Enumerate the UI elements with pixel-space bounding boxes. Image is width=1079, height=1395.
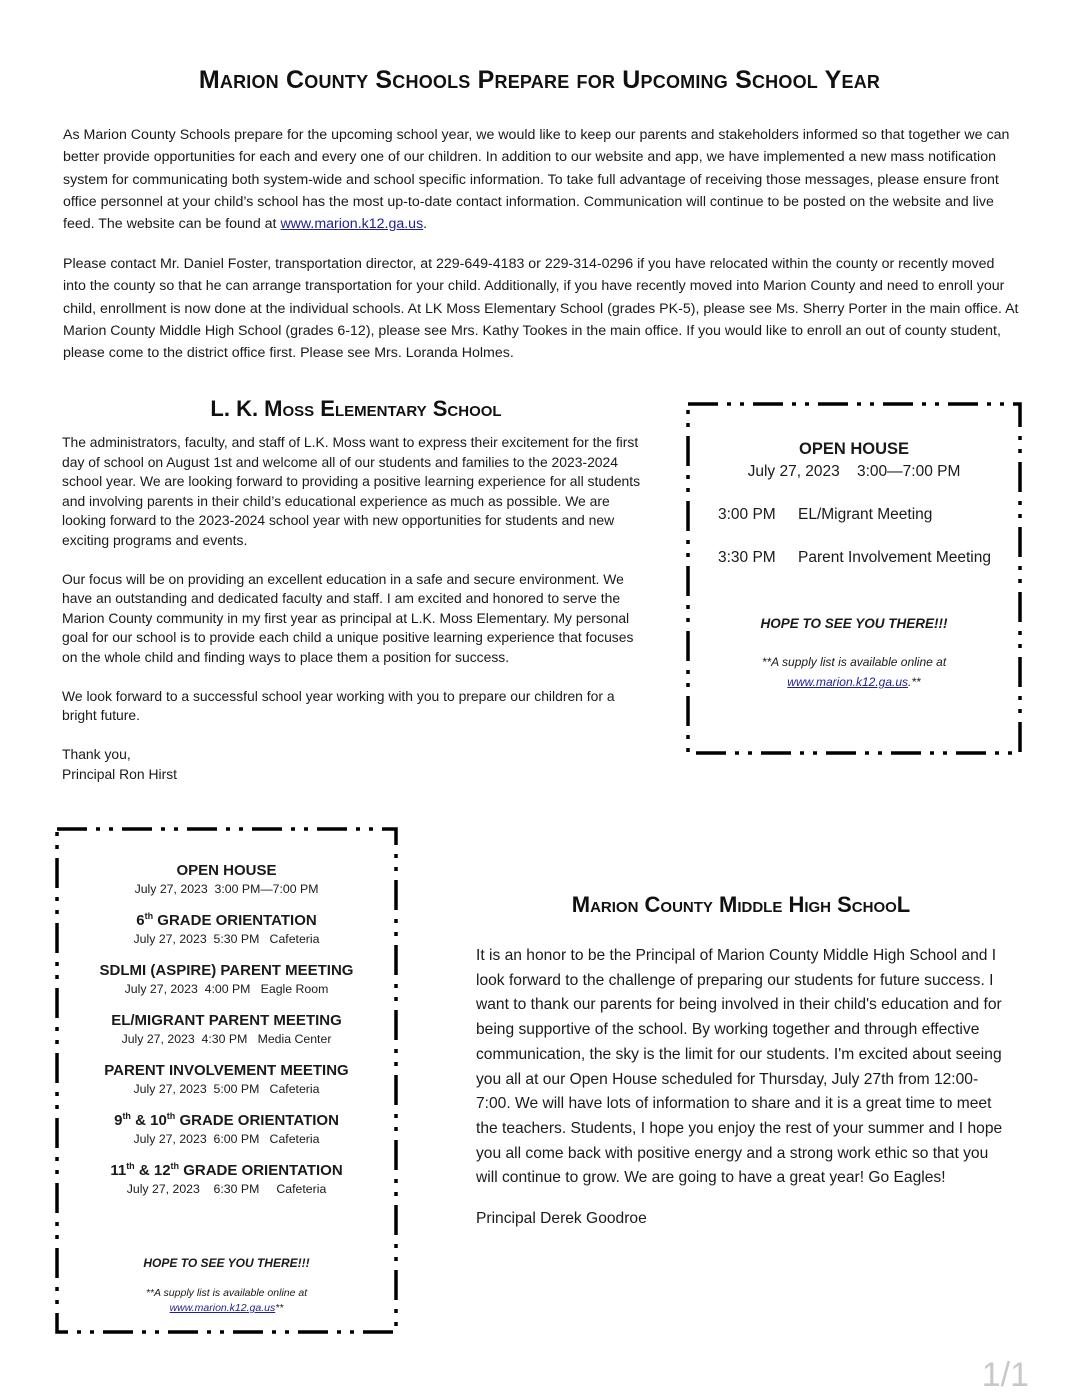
event-time: 3:30 PM	[718, 549, 776, 566]
supply-after: **	[275, 1302, 284, 1314]
supply-note	[686, 652, 1022, 692]
intro-text: As Marion County Schools prepare for the upcoming school year, we would like to keep our parents and stakeholders informed so that together we can better provide opportunities for each and every one of our children. In addition to our website and app, we have implemented a new mass notification system for communicating both system-wide and school specific information. To take full advantage of receiving those messages, please ensure front office personnel at your child’s school has the most up-to-date contact information. Communication will continue to be posted on the website and live feed. The website can be found at	[63, 127, 1010, 233]
intro-text-end: .	[423, 216, 428, 233]
event-item	[55, 1061, 398, 1098]
hope-text: HOPE TO SEE YOU THERE!!!	[143, 1256, 310, 1270]
event-title-text: 9	[114, 1112, 123, 1129]
event-time: 3:00 PM	[718, 506, 776, 523]
intro-paragraph-1	[63, 124, 1021, 235]
website-link[interactable]: www.marion.k12.ga.us	[280, 216, 424, 233]
event-name: EL/Migrant Meeting	[798, 506, 933, 523]
supply-link[interactable]: www.marion.k12.ga.us	[169, 1302, 276, 1314]
lk-paragraph: The administrators, faculty, and staff of L.K. Moss want to express their excitement for the first day of school on August 1st and welcome all of our students and families to the 2023-2024 school year. We are looking forward to providing a positive learning experience for all students and involving parents in their child’s educational experience as much as possible. We are looking forward to the 2023-2024 school year with new opportunities for students and new exciting programs and events.	[62, 434, 641, 548]
supply-link[interactable]: www.marion.k12.ga.us	[787, 675, 909, 689]
event-detail: July 27, 2023 5:00 PM Cafeteria	[133, 1082, 320, 1096]
lk-signature: Principal Ron Hirst	[62, 765, 178, 782]
mcmhs-signature: Principal Derek Goodroe	[476, 1210, 647, 1228]
event-detail: July 27, 2023 3:00 PM—7:00 PM	[134, 882, 319, 896]
event-title-text: & 12	[134, 1162, 171, 1179]
mcmhs-events-box	[55, 827, 398, 1334]
lk-open-house-box	[686, 402, 1022, 755]
supply-text: **A supply list is available online at	[761, 655, 947, 669]
event-row	[718, 506, 932, 524]
event-detail: July 27, 2023 6:30 PM Cafeteria	[126, 1182, 327, 1196]
event-item	[55, 911, 398, 948]
event-title-text: GRADE ORIENTATION	[153, 912, 317, 929]
event-title-text: SDLMI (ASPIRE) PARENT MEETING	[99, 962, 354, 979]
event-title	[55, 1061, 398, 1081]
event-title	[55, 911, 398, 931]
event-row	[718, 549, 991, 567]
event-item	[55, 1111, 398, 1148]
event-title-text: EL/MIGRANT PARENT MEETING	[111, 1012, 342, 1029]
event-detail: July 27, 2023 6:00 PM Cafeteria	[133, 1132, 320, 1146]
page-title: Marion County Schools Prepare for Upcoming School Year	[198, 66, 881, 94]
hope-text: HOPE TO SEE YOU THERE!!!	[760, 616, 948, 631]
open-house-date: July 27, 2023 3:00—7:00 PM	[747, 463, 961, 480]
event-item	[55, 861, 398, 898]
open-house-heading: OPEN HOUSE	[798, 440, 910, 458]
lk-closing: Thank you,	[62, 746, 131, 762]
intro-paragraph-2: Please contact Mr. Daniel Foster, transportation director, at 229-649-4183 or 229-314-0296 if you have relocated within the county or recently moved into the county so that he can arrange transportation for your child. Additionally, if you have recently moved into Marion County and need to enroll your child, enrollment is now done at the individual schools. At LK Moss Elementary School (grades PK-5), please see Ms. Sherry Porter in the main office. At Marion County Middle High School (grades 6-12), please see Mrs. Kathy Tookes in the main office. If you would like to enroll an out of county student, please come to the district office first. Please see Mrs. Loranda Holmes.	[63, 256, 1019, 362]
event-item	[55, 1011, 398, 1048]
event-title	[55, 1011, 398, 1031]
event-item	[55, 961, 398, 998]
lk-moss-letter	[62, 433, 650, 784]
event-title-text: & 10	[130, 1112, 167, 1129]
ordinal-suffix: th	[144, 911, 154, 921]
event-title-text: 11	[110, 1162, 127, 1179]
event-title	[55, 1111, 398, 1131]
mcmhs-heading: Marion County Middle High SchooL	[571, 892, 911, 917]
ordinal-suffix: th	[126, 1161, 135, 1171]
lk-moss-heading: L. K. Moss Elementary School	[210, 396, 502, 421]
lk-paragraph: We look forward to a successful school year working with you to prepare our children for a bright future.	[62, 687, 615, 723]
event-title-text: 6	[136, 912, 145, 929]
supply-text: **A supply list is available online at	[145, 1287, 308, 1299]
event-title	[55, 961, 398, 981]
event-title-text: GRADE ORIENTATION	[175, 1112, 339, 1129]
ordinal-suffix: th	[170, 1161, 180, 1171]
mcmhs-letter	[476, 944, 1006, 1232]
event-item	[55, 1161, 398, 1198]
page-indicator: 1/1	[981, 1356, 1029, 1394]
event-name: Parent Involvement Meeting	[798, 549, 991, 566]
lk-paragraph: Our focus will be on providing an excellent education in a safe and secure environment. We have an outstanding and dedicated faculty and staff. I am excited and honored to serve the Marion County community in my first year as principal at L.K. Moss Elementary. My personal goal for our school is to provide each child a unique positive learning experience that focuses on the whole child and finding ways to place them a position for success.	[62, 570, 634, 665]
ordinal-suffix: th	[166, 1111, 176, 1121]
ordinal-suffix: th	[122, 1111, 131, 1121]
supply-after: .**	[908, 675, 921, 689]
event-title-text: GRADE ORIENTATION	[179, 1162, 343, 1179]
event-title-text: OPEN HOUSE	[176, 862, 277, 879]
events-list	[55, 861, 398, 1211]
mcmhs-paragraph: It is an honor to be the Principal of Marion County Middle High School and I look forward to the challenge of preparing our students for future success. I want to thank our parents for being involved in their child's education and for being supportive of the school. By working together and through effective communication, the sky is the limit for our students. I'm excited about seeing you all at our Open House scheduled for Thursday, July 27th from 12:00-7:00. We will have lots of information to share and it is a great time to meet the teachers. Students, I hope you enjoy the rest of your summer and I hope you all come back with positive energy and a strong work ethic so that you will continue to grow. We are going to have a great year! Go Eagles!	[476, 947, 1003, 1187]
event-title	[55, 1161, 398, 1181]
supply-note	[55, 1286, 398, 1316]
event-detail: July 27, 2023 5:30 PM Cafeteria	[133, 932, 320, 946]
event-detail: July 27, 2023 4:00 PM Eagle Room	[124, 982, 329, 996]
event-detail: July 27, 2023 4:30 PM Media Center	[121, 1032, 332, 1046]
event-title	[55, 861, 398, 881]
event-title-text: PARENT INVOLVEMENT MEETING	[104, 1062, 349, 1079]
